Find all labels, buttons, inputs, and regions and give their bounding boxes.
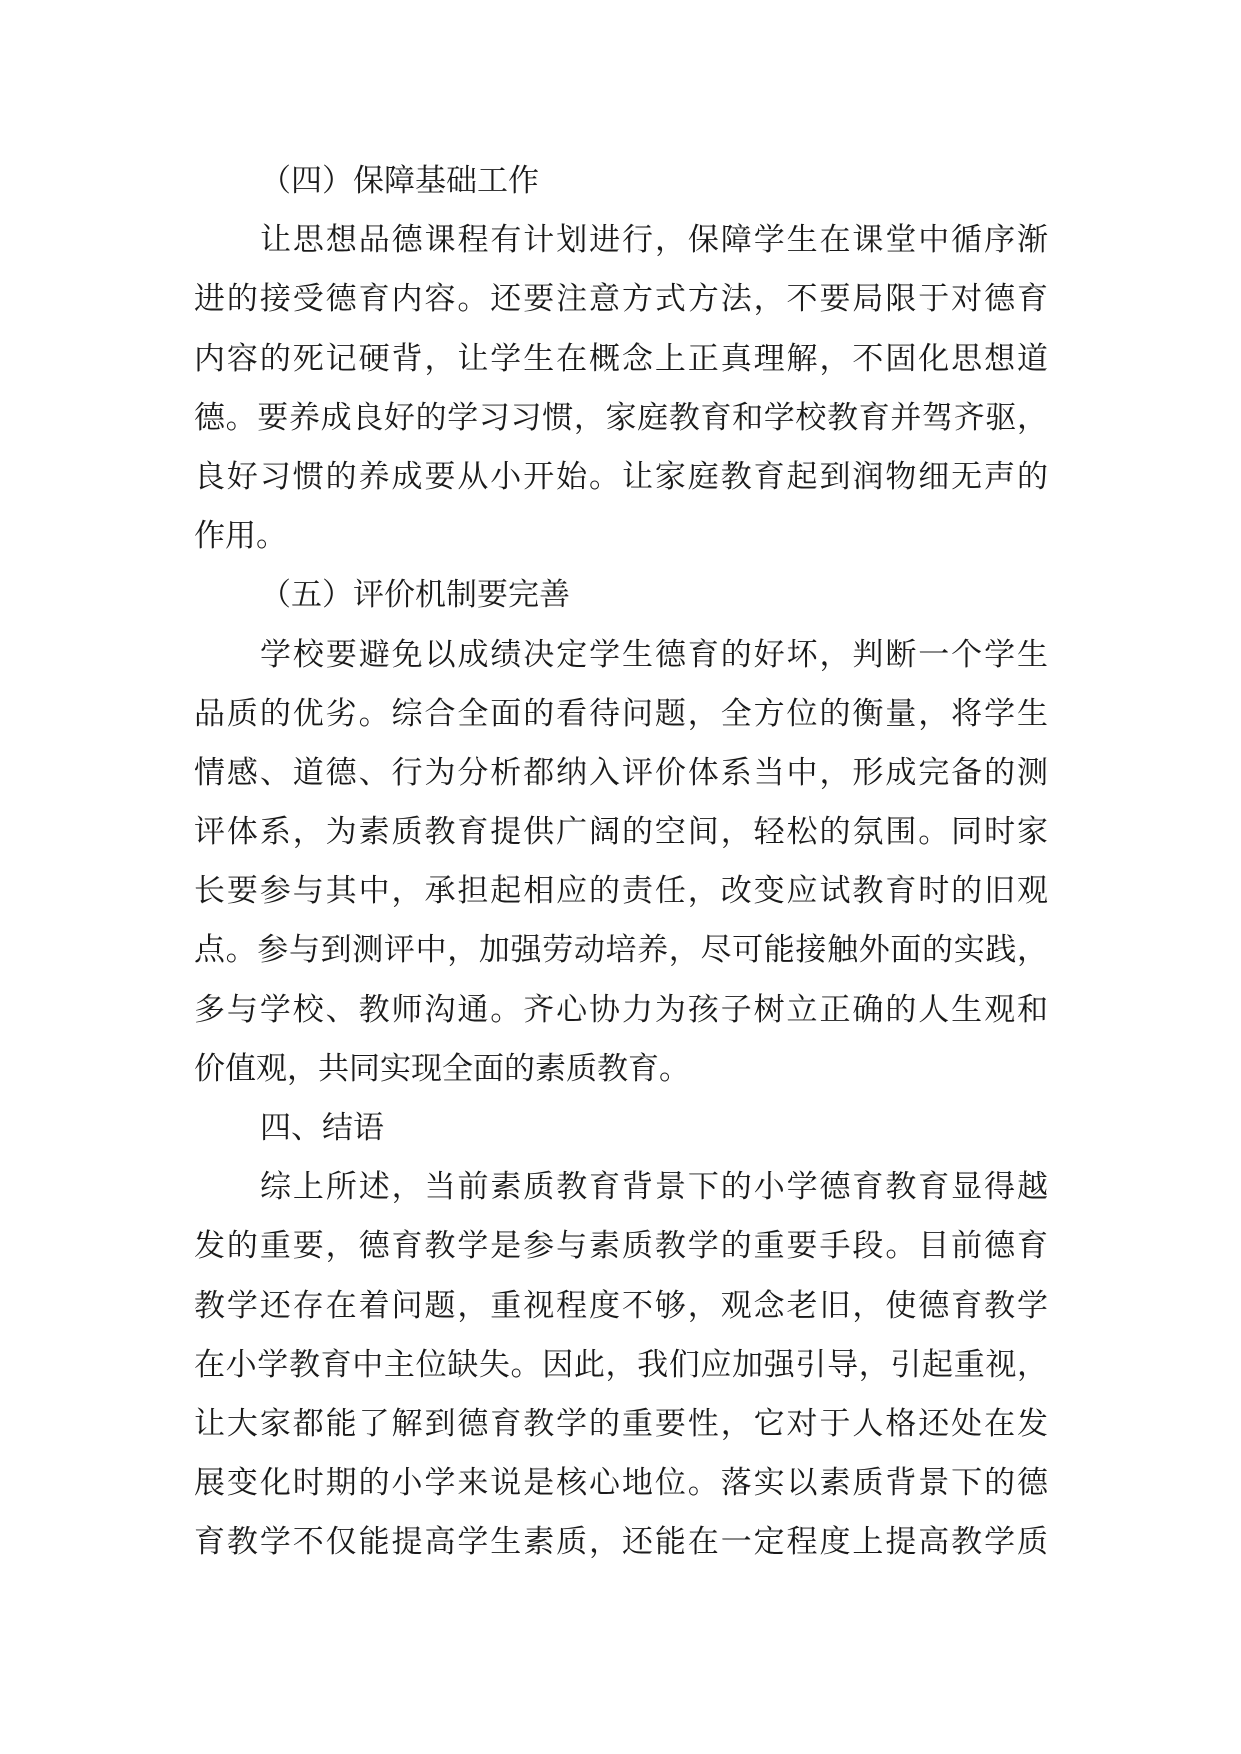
section-heading-5: （五）评价机制要完善	[260, 577, 570, 614]
paragraph-line: 长要参与其中，承担起相应的责任，改变应试教育时的旧观	[194, 873, 1048, 910]
paragraph-line: 内容的死记硬背，让学生在概念上正真理解，不固化思想道	[194, 340, 1048, 377]
paragraph-line: 价值观，共同实现全面的素质教育。	[194, 1050, 690, 1087]
paragraph-line: 良好习惯的养成要从小开始。让家庭教育起到润物细无声的	[194, 458, 1048, 495]
paragraph-line: 发的重要，德育教学是参与素质教学的重要手段。目前德育	[194, 1228, 1048, 1265]
paragraph-line: 育教学不仅能提高学生素质，还能在一定程度上提高教学质	[194, 1524, 1048, 1561]
paragraph-line: 品质的优劣。综合全面的看待问题，全方位的衡量，将学生	[194, 695, 1048, 732]
paragraph-line: 多与学校、教师沟通。齐心协力为孩子树立正确的人生观和	[194, 991, 1048, 1028]
paragraph-line: 让大家都能了解到德育教学的重要性，它对于人格还处在发	[194, 1405, 1048, 1442]
paragraph-line: 在小学教育中主位缺失。因此，我们应加强引导，引起重视，	[194, 1346, 1048, 1383]
section-heading-4: （四）保障基础工作	[260, 163, 539, 199]
paragraph-line: 进的接受德育内容。还要注意方式方法，不要局限于对德育	[194, 281, 1048, 318]
paragraph-line: 评体系，为素质教育提供广阔的空间，轻松的氛围。同时家	[194, 814, 1048, 851]
paragraph-line: 展变化时期的小学来说是核心地位。落实以素质背景下的德	[194, 1465, 1048, 1502]
document-body	[194, 152, 1048, 1573]
paragraph-line: 作用。	[194, 518, 287, 555]
paragraph-line: 学校要避免以成绩决定学生德育的好坏，判断一个学生	[260, 636, 1048, 673]
paragraph-line: 情感、道德、行为分析都纳入评价体系当中，形成完备的测	[194, 754, 1048, 791]
paragraph-line: 让思想品德课程有计划进行，保障学生在课堂中循序渐	[260, 222, 1048, 259]
paragraph-line: 点。参与到测评中，加强劳动培养，尽可能接触外面的实践，	[194, 932, 1048, 969]
paragraph-line: 综上所述，当前素质教育背景下的小学德育教育显得越	[260, 1169, 1048, 1206]
paragraph-line: 教学还存在着问题，重视程度不够，观念老旧，使德育教学	[194, 1287, 1048, 1324]
paragraph-line: 德。要养成良好的学习习惯，家庭教育和学校教育并驾齐驱，	[194, 399, 1048, 436]
section-heading-conclusion: 四、结语	[260, 1110, 384, 1146]
